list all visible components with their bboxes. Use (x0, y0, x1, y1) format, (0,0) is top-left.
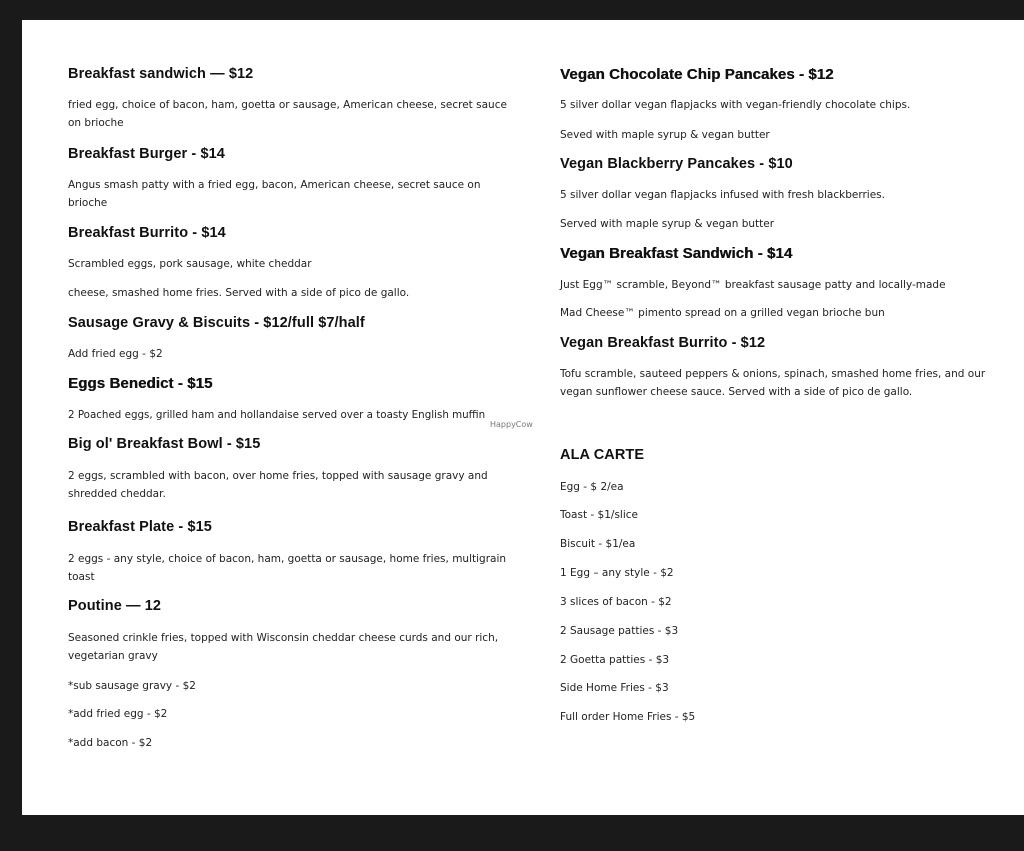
menu-item-title: Breakfast sandwich — $12 (68, 66, 254, 82)
menu-item-description: 5 silver dollar vegan flapjacks with vegan-friendly chocolate chips. (560, 99, 911, 111)
menu-item-description: Angus smash patty with a fried egg, bacon, American cheese, secret sauce on brioche (68, 179, 481, 209)
ala-carte-item: 3 slices of bacon - $2 (560, 596, 672, 608)
menu-item-title: Vegan Chocolate Chip Pancakes - $12 (560, 66, 834, 83)
watermark-text: HappyCow (490, 420, 533, 429)
menu-item-description: 2 eggs - any style, choice of bacon, ham, goetta or sausage, home fries, multigrain toast (68, 553, 507, 583)
ala-carte-item: 2 Goetta patties - $3 (560, 654, 670, 666)
menu-item-description: Seved with maple syrup & vegan butter (560, 129, 770, 141)
menu-item-description: fried egg, choice of bacon, ham, goetta or sausage, American cheese, secret sauce on brioche (68, 99, 507, 129)
menu-item-description: 2 Poached eggs, grilled ham and hollandaise served over a toasty English muffin (68, 409, 486, 421)
menu-item-title: Vegan Breakfast Sandwich - $14 (560, 245, 793, 262)
menu-item-title: Big ol' Breakfast Bowl - $15 (68, 436, 261, 452)
menu-item-title: Breakfast Plate - $15 (68, 519, 212, 535)
menu-item-description: Seasoned crinkle fries, topped with Wisconsin cheddar cheese curds and our rich, vegetarian gravy (68, 632, 499, 662)
menu-item-description: 2 eggs, scrambled with bacon, over home fries, topped with sausage gravy and shredded cheddar. (68, 470, 488, 500)
menu-item-description: 5 silver dollar vegan flapjacks infused with fresh blackberries. (560, 189, 885, 201)
menu-item-title: Vegan Breakfast Burrito - $12 (560, 335, 766, 351)
menu-item-title: Breakfast Burrito - $14 (68, 225, 226, 241)
menu-item-addon: *sub sausage gravy - $2 (68, 680, 196, 692)
ala-carte-item: Full order Home Fries - $5 (560, 711, 696, 723)
ala-carte-item: 1 Egg – any style - $2 (560, 567, 674, 579)
menu-item-description: Scrambled eggs, pork sausage, white cheddar (68, 258, 312, 270)
ala-carte-item: Biscuit - $1/ea (560, 538, 636, 550)
ala-carte-item: Side Home Fries - $3 (560, 682, 669, 694)
menu-item-title: Poutine — 12 (68, 598, 162, 614)
ala-carte-item: Toast - $1/slice (560, 509, 638, 521)
menu-item-title: Breakfast Burger - $14 (68, 146, 225, 162)
ala-carte-item: Egg - $ 2/ea (560, 481, 624, 493)
section-title: ALA CARTE (560, 447, 645, 463)
menu-item-description: cheese, smashed home fries. Served with a side of pico de gallo. (68, 287, 410, 299)
menu-item-title: Eggs Benedict - $15 (68, 375, 213, 392)
menu-item-addon: *add fried egg - $2 (68, 708, 168, 720)
menu-item-title: Vegan Blackberry Pancakes - $10 (560, 156, 793, 172)
menu-item-description: Tofu scramble, sauteed peppers & onions, spinach, smashed home fries, and our vegan sunflower cheese sauce. Served with a side of pico de gallo. (560, 368, 986, 398)
menu-item-description: Mad Cheese™ pimento spread on a grilled vegan brioche bun (560, 307, 885, 319)
menu-item-addon: *add bacon - $2 (68, 737, 153, 749)
menu-item-description: Served with maple syrup & vegan butter (560, 218, 775, 230)
menu-item-description: Just Egg™ scramble, Beyond™ breakfast sausage patty and locally-made (560, 279, 946, 291)
menu-item-description: Add fried egg - $2 (68, 348, 163, 360)
menu-page (22, 20, 1024, 815)
ala-carte-item: 2 Sausage patties - $3 (560, 625, 679, 637)
menu-item-title: Sausage Gravy & Biscuits - $12/full $7/half (68, 315, 365, 331)
